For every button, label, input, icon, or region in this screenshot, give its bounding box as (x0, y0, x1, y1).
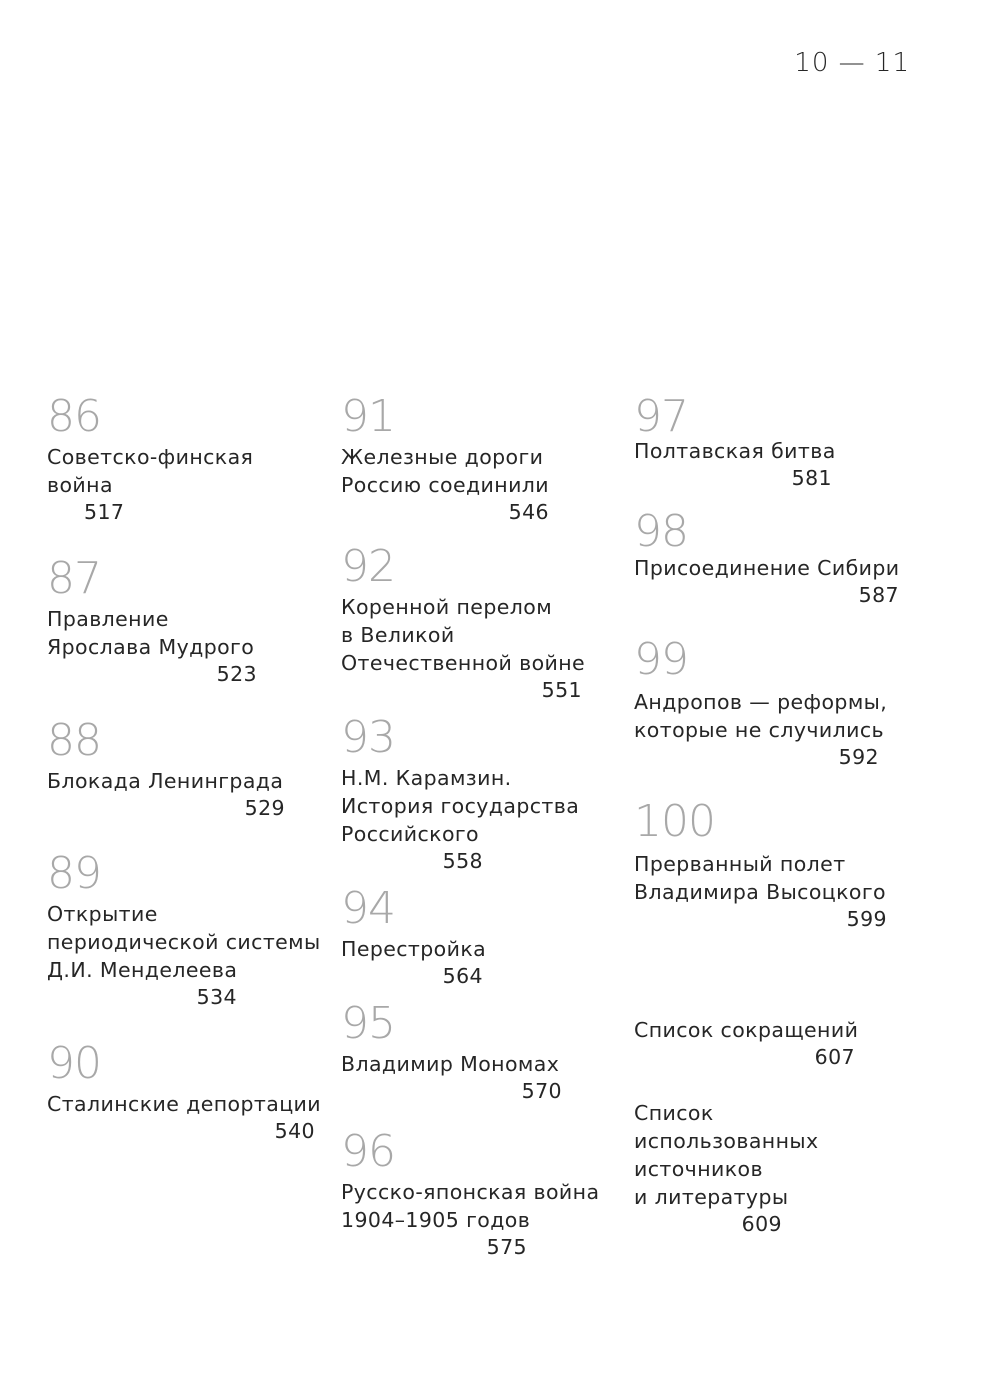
chapter-title (341, 593, 586, 677)
title-line: которые не случились (634, 718, 884, 742)
page-reference: 540 (274, 1119, 315, 1143)
chapter-title (341, 764, 580, 848)
chapter-number: 92 (341, 541, 395, 592)
title-line: Владимир Мономах (341, 1052, 560, 1076)
chapter-number: 89 (47, 848, 101, 899)
chapter-number: 90 (47, 1038, 101, 1089)
title-line: Ярослава Мудрого (47, 635, 255, 659)
title-line: Россию соединили (341, 473, 550, 497)
page-numbers: 10 — 11 (794, 48, 910, 78)
toc-entry-sources[interactable] (634, 1099, 819, 1238)
title-line: источников (634, 1157, 763, 1181)
toc-entry-86[interactable] (47, 391, 254, 526)
title-line: и литературы (634, 1185, 789, 1209)
page-reference: 517 (84, 500, 125, 524)
title-line: Владимира Высоцкого (634, 880, 886, 904)
toc-entry-98[interactable] (634, 506, 900, 609)
page-reference: 564 (442, 964, 483, 988)
chapter-title (47, 605, 257, 661)
title-line: Сталинские депортации (47, 1092, 321, 1116)
chapter-number: 91 (341, 391, 395, 442)
title-line: война (47, 473, 113, 497)
chapter-title (47, 443, 252, 499)
page-reference: 529 (244, 796, 285, 820)
toc-entry-97[interactable] (634, 391, 836, 492)
toc-entry-100[interactable] (634, 796, 887, 933)
title-line: Перестройка (341, 937, 487, 961)
chapter-number: 94 (341, 883, 395, 934)
chapter-number: 98 (634, 506, 688, 557)
chapter-number: 96 (341, 1126, 395, 1177)
chapter-title (341, 935, 487, 963)
page-reference: 551 (541, 678, 582, 702)
chapter-number: 97 (634, 391, 688, 442)
chapter-title (634, 688, 888, 744)
chapter-title (634, 850, 887, 906)
page-reference: 587 (858, 583, 899, 607)
title-line: Отечественной войне (341, 651, 586, 675)
title-line: Открытие (47, 902, 158, 926)
toc-entry-87[interactable] (47, 553, 257, 688)
chapter-title (47, 1090, 321, 1118)
chapter-title (634, 554, 899, 582)
title-line: Коренной перелом (341, 595, 553, 619)
toc-entry-94[interactable] (341, 883, 487, 990)
page-reference: 546 (508, 500, 549, 524)
page-reference: 609 (741, 1212, 782, 1236)
title-line: Правление (47, 607, 169, 631)
title-line: в Великой (341, 623, 455, 647)
page-reference: 523 (216, 662, 257, 686)
chapter-number: 88 (47, 715, 101, 766)
page-reference: 534 (196, 985, 237, 1009)
title-line: использованных (634, 1129, 819, 1153)
chapter-title (341, 1178, 600, 1234)
title-line: Д.И. Менделеева (47, 958, 238, 982)
title-line: Русско-японская война (341, 1180, 600, 1204)
chapter-title (47, 767, 285, 795)
section-title (634, 1099, 819, 1211)
chapter-number: 99 (634, 634, 688, 685)
chapter-title (341, 1050, 562, 1078)
chapter-number: 100 (634, 796, 715, 847)
title-line: Список сокращений (634, 1018, 859, 1042)
title-line: периодической системы (47, 930, 321, 954)
toc-entry-88[interactable] (47, 715, 285, 822)
title-line: Андропов — реформы, (634, 690, 888, 714)
page-reference: 607 (814, 1045, 855, 1069)
page-reference: 558 (442, 849, 483, 873)
chapter-title (634, 437, 836, 465)
page-reference: 575 (486, 1235, 527, 1259)
page-reference: 570 (521, 1079, 562, 1103)
title-line: 1904–1905 годов (341, 1208, 531, 1232)
toc-entry-90[interactable] (47, 1038, 321, 1145)
chapter-title (47, 900, 321, 984)
title-line: Железные дороги (341, 445, 544, 469)
toc-entry-92[interactable] (341, 541, 586, 704)
toc-entry-abbreviations[interactable] (634, 1016, 859, 1071)
section-title (634, 1016, 859, 1044)
title-line: Присоединение Сибири (634, 556, 900, 580)
toc-entry-89[interactable] (47, 848, 321, 1011)
page-reference: 599 (846, 907, 887, 931)
chapter-number: 95 (341, 998, 395, 1049)
title-line: Советско-финская (47, 445, 254, 469)
page-reference: 581 (791, 466, 832, 490)
toc-entry-99[interactable] (634, 634, 888, 771)
title-line: История государства (341, 794, 580, 818)
chapter-number: 87 (47, 553, 101, 604)
chapter-number: 86 (47, 391, 101, 442)
title-line: Российского (341, 822, 480, 846)
toc-entry-91[interactable] (341, 391, 550, 526)
title-line: Прерванный полет (634, 852, 846, 876)
title-line: Н.М. Карамзин. (341, 766, 512, 790)
chapter-number: 93 (341, 712, 395, 763)
chapter-title (341, 443, 549, 499)
title-line: Полтавская битва (634, 439, 836, 463)
toc-entry-95[interactable] (341, 998, 562, 1105)
title-line: Список (634, 1101, 714, 1125)
title-line: Блокада Ленинграда (47, 769, 284, 793)
toc-entry-93[interactable] (341, 712, 580, 875)
page-reference: 592 (838, 745, 879, 769)
toc-entry-96[interactable] (341, 1126, 600, 1261)
